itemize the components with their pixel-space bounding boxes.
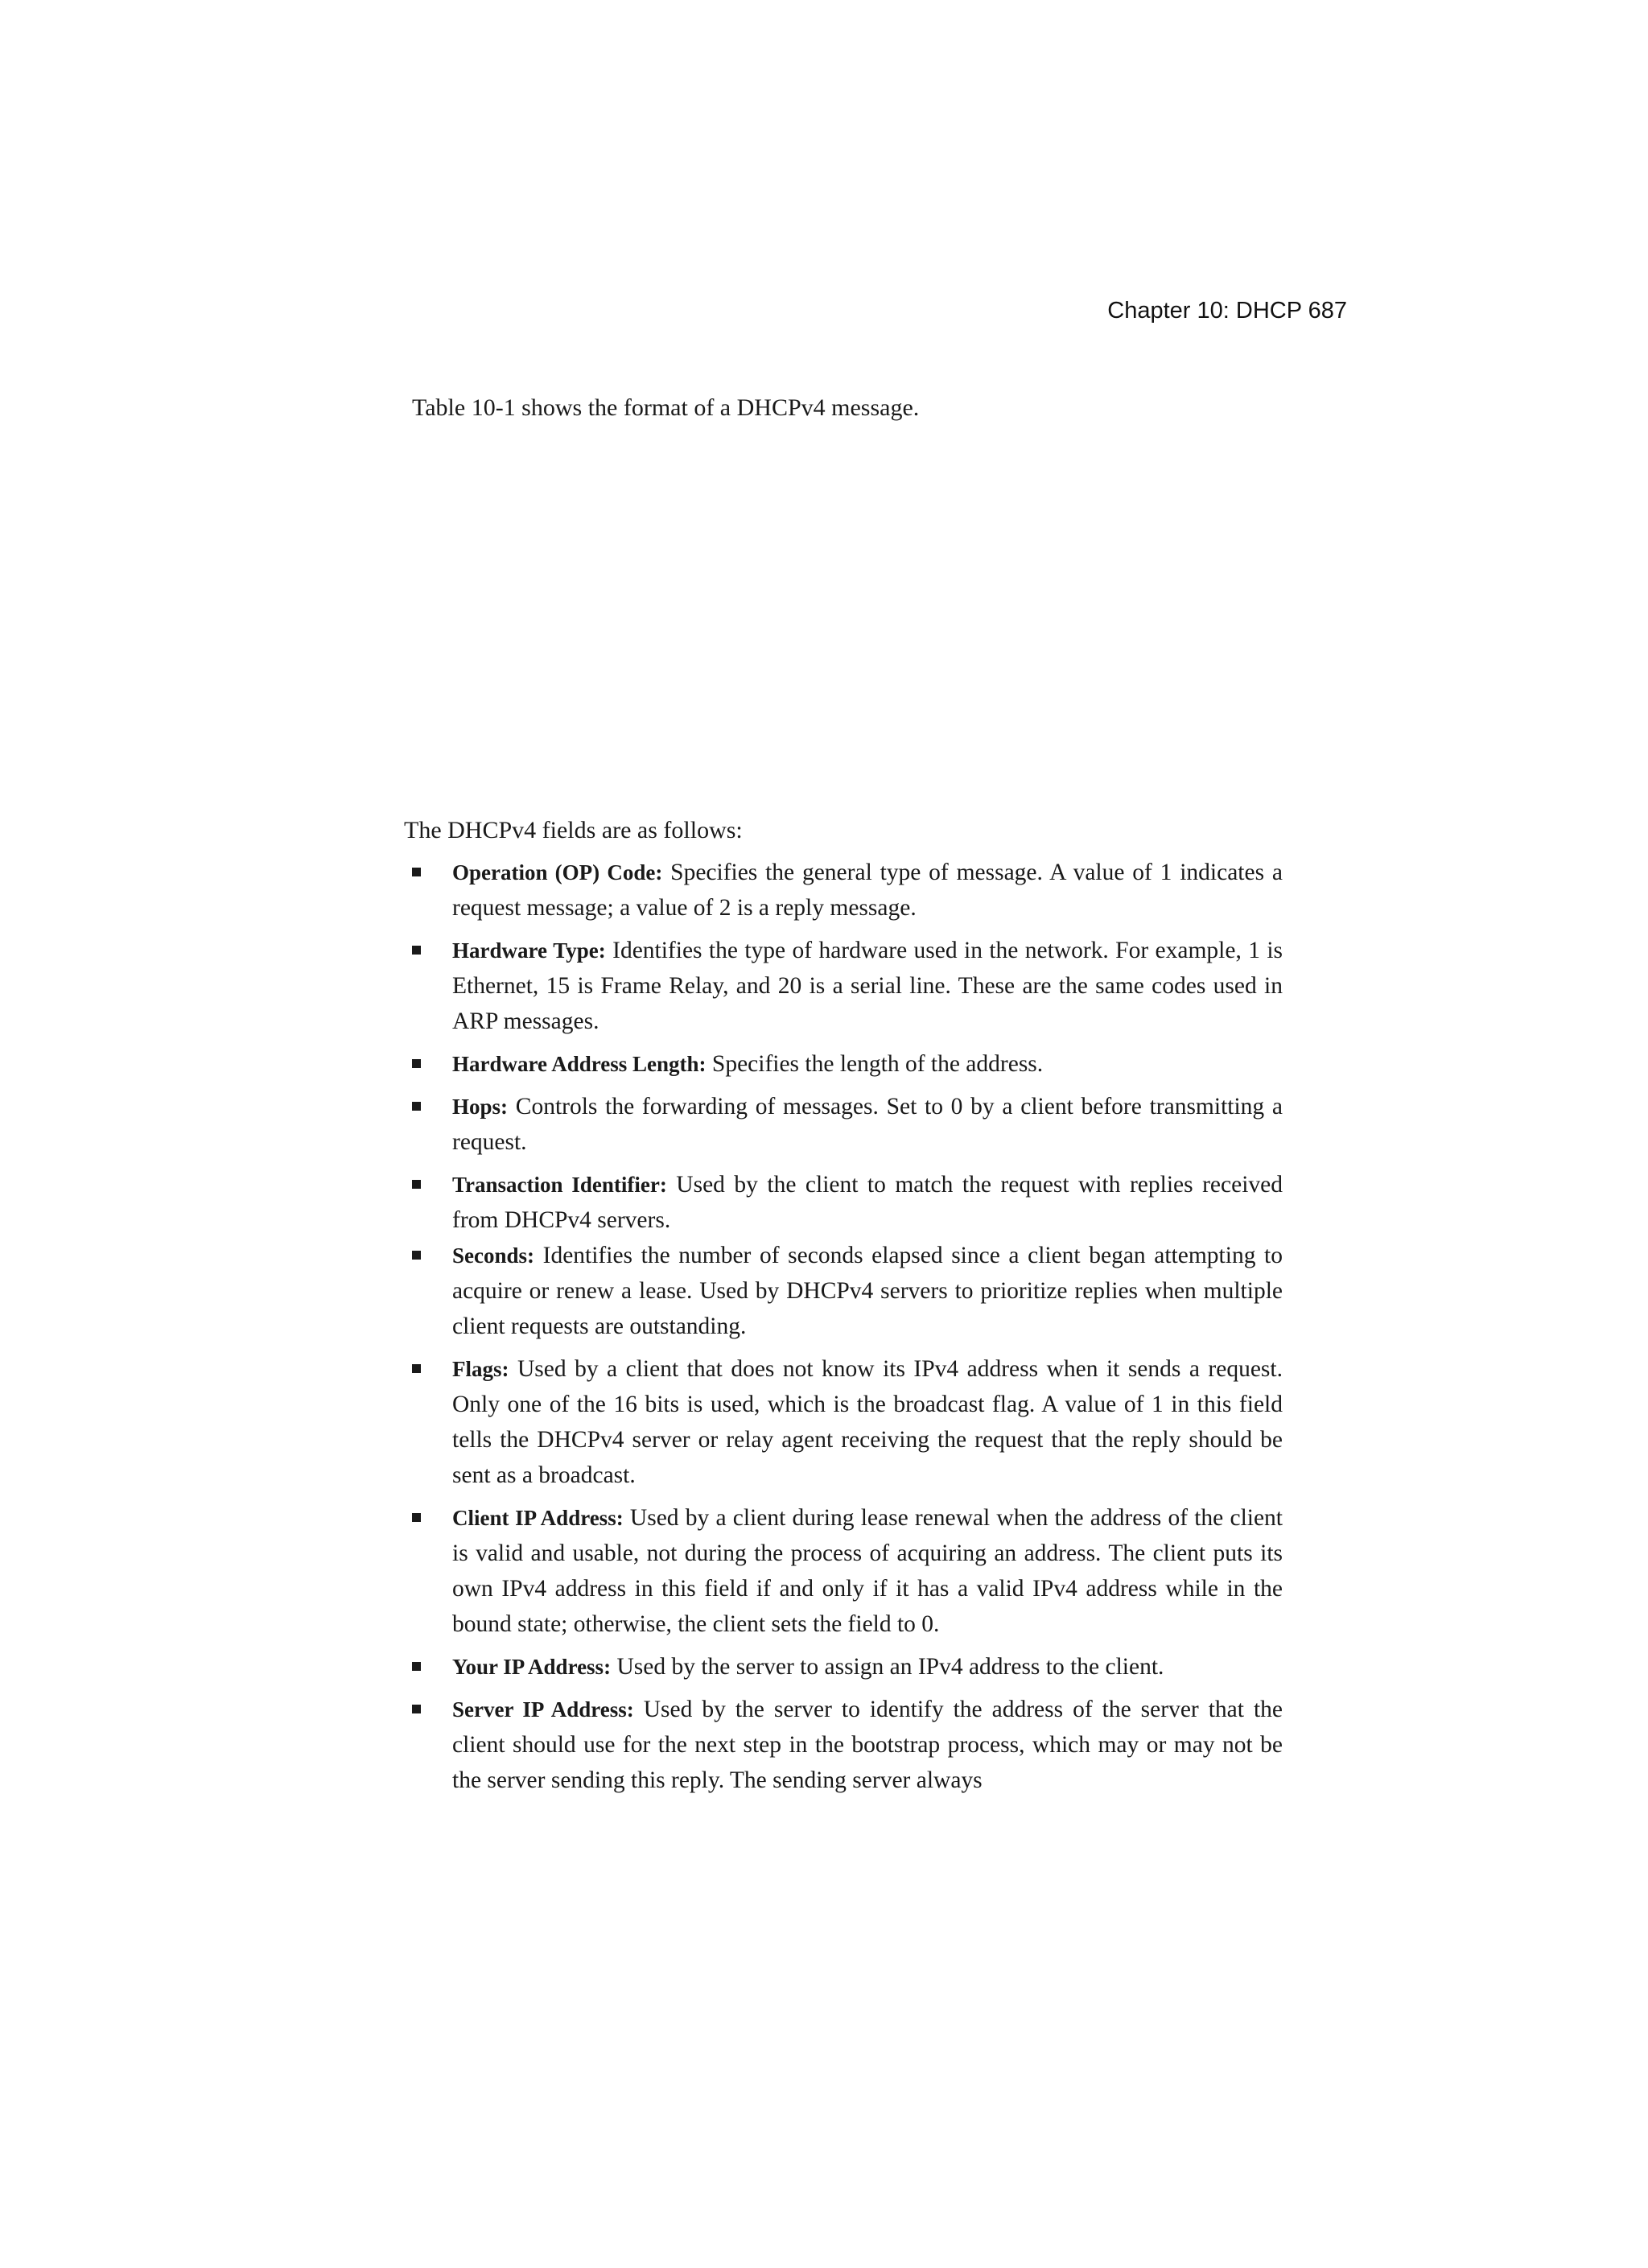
field-term: Flags: xyxy=(452,1357,509,1381)
list-item-client-ip-address xyxy=(404,1500,1283,1642)
square-bullet-icon xyxy=(412,1513,421,1522)
field-term: Server IP Address: xyxy=(452,1697,634,1722)
square-bullet-icon xyxy=(412,1364,421,1373)
field-description: Controls the forwarding of messages. Set to 0 by a client before transmitting a request. xyxy=(452,1094,1283,1155)
field-description: Specifies the general type of message. A value of 1 indicates a request message; a value of 2 is a reply message. xyxy=(452,860,1283,921)
field-description: Used by the client to match the request with replies received from DHCPv4 servers. xyxy=(452,1172,1283,1233)
list-item-hardware-type xyxy=(404,933,1283,1039)
square-bullet-icon xyxy=(412,946,421,955)
square-bullet-icon xyxy=(412,1705,421,1713)
square-bullet-icon xyxy=(412,1180,421,1189)
list-item-server-ip-address xyxy=(404,1692,1283,1798)
list-item-op-code xyxy=(404,855,1283,926)
square-bullet-icon xyxy=(412,1102,421,1111)
square-bullet-icon xyxy=(412,1662,421,1671)
square-bullet-icon xyxy=(412,1059,421,1068)
list-item-hardware-address-length xyxy=(404,1046,1283,1082)
field-term: Hardware Address Length: xyxy=(452,1052,707,1076)
field-term: Transaction Identifier: xyxy=(452,1173,667,1197)
list-item-seconds xyxy=(404,1238,1283,1344)
field-term: Seconds: xyxy=(452,1243,535,1268)
fields-lead-paragraph: The DHCPv4 fields are as follows: xyxy=(404,817,743,843)
field-description: Used by a client during lease renewal when the address of the client is valid and usable, not during the process of acquiring an address. The client puts its own IPv4 address in this field if and only if it has a valid IPv4 address while in the bound state; otherwise, the client sets the field to 0. xyxy=(452,1505,1283,1637)
list-item-your-ip-address xyxy=(404,1649,1283,1685)
field-description: Identifies the type of hardware used in the network. For example, 1 is Ethernet, 15 is Frame Relay, and 20 is a serial line. These are the same codes used in ARP messages. xyxy=(452,938,1283,1034)
square-bullet-icon xyxy=(412,1251,421,1260)
list-item-hops xyxy=(404,1089,1283,1160)
table-placeholder-area xyxy=(404,451,1281,789)
field-description: Used by the server to assign an IPv4 address to the client. xyxy=(611,1654,1164,1680)
field-description: Specifies the length of the address. xyxy=(706,1051,1044,1077)
field-term: Hardware Type: xyxy=(452,938,606,963)
field-term: Client IP Address: xyxy=(452,1506,624,1530)
field-description: Identifies the number of seconds elapsed since a client began attempting to acquire or renew a lease. Used by DHCPv4 servers to prioritize replies when multiple client requests are outstanding. xyxy=(452,1243,1283,1339)
list-item-transaction-identifier xyxy=(404,1167,1283,1238)
intro-paragraph: Table 10-1 shows the format of a DHCPv4 message. xyxy=(412,394,920,421)
field-description: Used by the server to identify the address of the server that the client should use for the next step in the bootstrap process, which may or may not be the server sending this reply. The sending server always xyxy=(452,1697,1283,1793)
field-term: Your IP Address: xyxy=(452,1655,612,1679)
field-list xyxy=(404,855,1283,1805)
square-bullet-icon xyxy=(412,868,421,876)
field-term: Hops: xyxy=(452,1095,509,1119)
running-head: Chapter 10: DHCP 687 xyxy=(1107,298,1347,324)
field-description: Used by a client that does not know its IPv4 address when it sends a request. Only one of the 16 bits is used, which is the broadcast flag. A value of 1 in this field tells the DHCPv4 server or relay agent receiving the request that the reply should be sent as a broadcast. xyxy=(452,1356,1283,1488)
field-term: Operation (OP) Code: xyxy=(452,860,663,885)
list-item-flags xyxy=(404,1351,1283,1493)
